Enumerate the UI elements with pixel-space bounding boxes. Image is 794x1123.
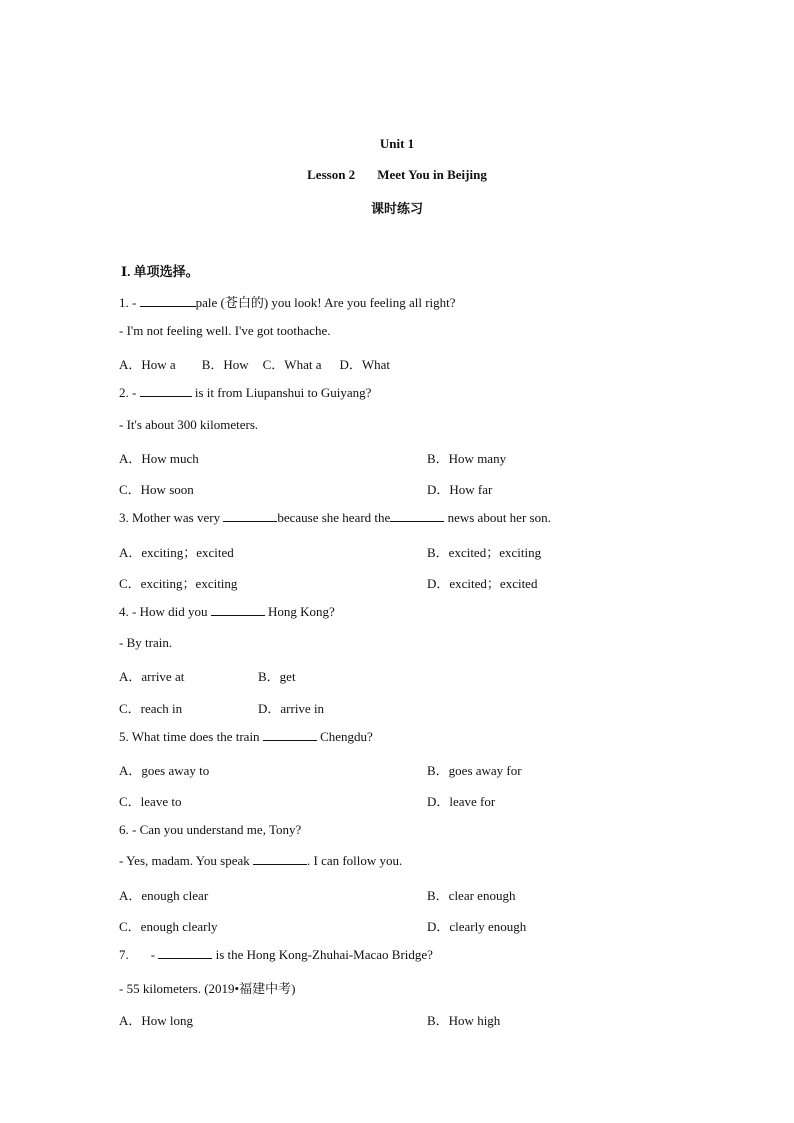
q1-option-c: C．What a [262, 357, 322, 372]
q5-option-d: D．leave for [427, 794, 496, 809]
q2-option-a: A．How much [119, 451, 199, 466]
q7-option-a: A．How long [119, 1013, 194, 1028]
q2-option-d: D．How far [427, 482, 493, 497]
q1-option-b: B．How [201, 357, 249, 372]
q6-option-d: D．clearly enough [427, 919, 527, 934]
q4-text-2: Hong Kong? [267, 604, 335, 619]
q3-text-3: news about her son. [447, 510, 551, 525]
q1-reply: - I'm not feeling well. I've got toothache. [119, 323, 331, 338]
q2-option-b: B．How many [427, 451, 507, 466]
lesson-number: Lesson 2 [307, 167, 356, 182]
q6-blank [253, 853, 307, 865]
q3-text-2: because she heard the [277, 510, 391, 525]
question-3 [119, 510, 551, 526]
q5-option-b: B．goes away for [427, 763, 522, 778]
q2-reply: - It's about 300 kilometers. [119, 417, 259, 432]
q3-blank-1 [223, 510, 277, 522]
q2-prefix: 2. - [119, 385, 137, 400]
q3-option-c: C．exciting；exciting [119, 576, 238, 591]
unit-title: Unit 1 [379, 136, 415, 151]
question-2 [119, 385, 371, 401]
q1-prefix: 1. - [119, 295, 137, 310]
page-subtitle: 课时练习 [370, 201, 423, 216]
q7-blank [158, 947, 212, 959]
q4-option-c: C．reach in [119, 701, 183, 716]
q1-text: pale (苍白的) you look! Are you feeling all right? [195, 295, 456, 310]
q7-option-b: B．How high [427, 1013, 501, 1028]
q5-option-c: C．leave to [119, 794, 182, 809]
q7-reply: - 55 kilometers. (2019•福建中考) [119, 981, 296, 996]
q5-option-a: A．goes away to [119, 763, 210, 778]
q1-blank [140, 295, 196, 307]
q3-option-a: A．exciting；excited [119, 545, 234, 560]
q5-text-1: 5. What time does the train [119, 729, 260, 744]
q4-text-1: 4. - How did you [119, 604, 208, 619]
q2-option-c: C．How soon [119, 482, 194, 497]
question-5 [119, 729, 373, 745]
q2-text: is it from Liupanshui to Guiyang? [194, 385, 372, 400]
q3-blank-2 [390, 510, 444, 522]
q6-option-c: C．enough clearly [119, 919, 218, 934]
lesson-title: Meet You in Beijing [377, 167, 487, 182]
q4-reply: - By train. [119, 635, 173, 650]
q7-number: 7. [119, 947, 129, 962]
question-7 [119, 947, 433, 963]
question-6: 6. - Can you understand me, Tony? [119, 822, 302, 837]
question-4 [119, 604, 335, 620]
q7-dash: - [150, 947, 156, 962]
q4-option-a: A．arrive at [119, 669, 185, 684]
q3-option-b: B．excited；exciting [427, 545, 542, 560]
q5-blank [263, 729, 317, 741]
q6-text-2: . I can follow you. [306, 853, 403, 868]
lesson-heading [0, 167, 794, 183]
q6-text-1: - Yes, madam. You speak [119, 853, 250, 868]
q4-blank [211, 604, 265, 616]
q1-option-d: D．What [339, 357, 391, 372]
q2-blank [140, 385, 192, 397]
q6-reply [119, 853, 402, 869]
question-1 [119, 292, 456, 311]
q3-text-1: 3. Mother was very [119, 510, 221, 525]
q7-text: is the Hong Kong-Zhuhai-Macao Bridge? [215, 947, 433, 962]
section-title: Ⅰ. 单项选择。 [121, 264, 199, 279]
q1-options [119, 354, 390, 373]
q5-text-2: Chengdu? [320, 729, 373, 744]
q4-option-b: B．get [258, 669, 296, 684]
q1-option-a: A．How a [119, 357, 176, 372]
q6-option-a: A．enough clear [119, 888, 209, 903]
q4-option-d: D．arrive in [258, 701, 325, 716]
q3-option-d: D．excited；excited [427, 576, 538, 591]
q6-option-b: B．clear enough [427, 888, 516, 903]
